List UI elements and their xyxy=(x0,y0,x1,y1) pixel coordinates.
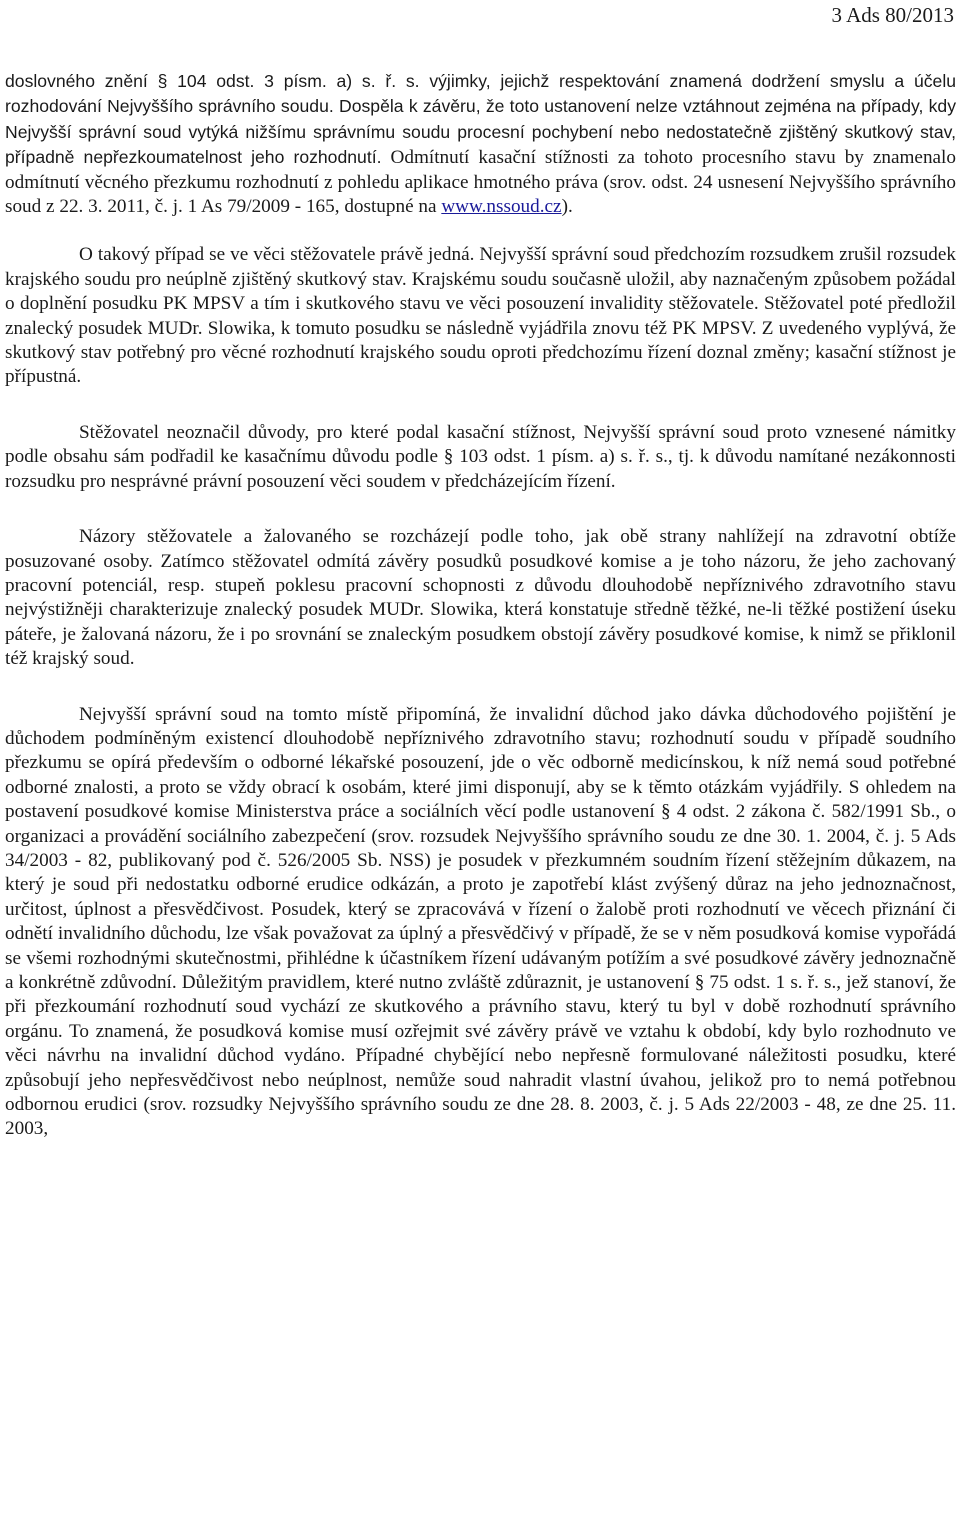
paragraph-1-sans-part: doslovného znění § 104 odst. 3 písm. a) s. ř. s. výjimky, jejichž respektování znamená dodržení smyslu a účelu rozhodování Nejvyššího správního soudu. Dospěla k závěru, že toto ustanovení nelze vztáhnout zejména na případy, kdy Nejvyšší správní soud vytýká nižšímu správnímu soudu procesní pochybení nebo nedostatečně zjištěný skutkový stav, případně nepřezkoumatelnost jeho rozhodnutí. xyxy=(5,71,957,168)
paragraph-2: O takový případ se ve věci stěžovatele právě jedná. Nejvyšší správní soud předchozím rozsudkem zrušil rozsudek krajského soudu pro neúplně zjištěný skutkový stav. Krajskému soudu současně uložil, aby naznačeným způsobem požádal o doplnění posudku PK MPSV a tím i skutkového stavu ve věci posouzení invalidity stěžovatele. Stěžovatel poté předložil znalecký posudek MUDr. Slowika, k tomuto posudku se následně vyjádřila znovu též PK MPSV. Z uvedeného vyplývá, že skutkový stav potřebný pro věcné rozhodnutí krajského soudu oproti předchozímu řízení doznal změny; kasační stížnost je přípustná. xyxy=(5,244,956,388)
spacer xyxy=(5,219,956,243)
case-number: 3 Ads 80/2013 xyxy=(831,3,954,27)
section-sign: § xyxy=(157,71,168,91)
section-sign: § xyxy=(660,801,671,823)
nssoud-link[interactable]: www.nssoud.cz xyxy=(441,196,562,218)
document-body xyxy=(5,69,956,1142)
section-sign: § xyxy=(443,446,454,468)
paragraph-5: Nejvyšší správní soud na tomto místě připomíná, že invalidní důchod jako dávka důchodového pojištění je důchodem podmíněným existencí dlouhodobě nepříznivého zdravotního stavu; rozhodnutí soudu v případě soudního přezkumu se opírá především o odborné lékařské posouzení, jde o věc odborně medicínskou, k níž nemá soud potřebné odborné znalosti, a proto se vždy obrací k osobám, které jimi disponují, aby se k těmto otázkám vyjádřily. S ohledem na postavení posudkové komise Ministerstva práce a sociálních věcí podle ustanovení § 4 odst. 2 zákona č. 582/1991 Sb., o organizaci a provádění sociálního zabezpečení (srov. rozsudek Nejvyššího správního soudu ze dne 30. 1. 2004, č. j. 5 Ads 34/2003 - 82, publikovaný pod č. 526/2005 Sb. NSS) je posudek v přezkumném soudním řízení stěžejním důkazem, na který je soud při nedostatku odborné erudice odkázán, a proto je zapotřebí klást zvýšený důraz na jeho jednoznačnost, určitost, úplnost a přesvědčivost. Posudek, který se zpracovává v řízení o žalobě proti rozhodnutí ve věcech přiznání či odnětí invalidního důchodu, lze však považovat za úplný a přesvědčivý v případě, že se v něm posudková komise vypořádá se všemi rozhodnými skutečnostmi, přihlédne k účastníkem řízení udávaným potížím a své posudkové závěry jednoznačně a konkrétně zdůvodní. Důležitým pravidlem, které nutno zvláště zdůraznit, je ustanovení § 75 odst. 1 s. ř. s., jež stanoví, že při přezkoumání rozhodnutí soud vychází ze skutkového a právního stavu, který tu byl v době rozhodnutí správního orgánu. To znamená, že posudková komise musí ozřejmit své závěry právě ve vztahu k období, kdy bylo rozhodnuto ve věci návrhu na invalidní důchod vydáno. Případné chybějící nebo nepřesně formulované náležitosti posudku, které způsobují jeho nepřesvědčivost nebo neúplnost, nemůže soud nahradit vlastní úvahou, jelikož pro to nemá potřebnou odbornou erudici (srov. rozsudky Nejvyššího správního soudu ze dne 28. 8. 2003, č. j. 5 Ads 22/2003 - 48, ze dne 25. 11. 2003, xyxy=(5,703,956,1140)
paragraph-1: doslovného znění § 104 odst. 3 písm. a) s. ř. s. výjimky, jejichž respektování znamená dodržení smyslu a účelu rozhodování Nejvyššího správního soudu. Dospěla k závěru, že toto ustanovení nelze vztáhnout zejména na případy, kdy Nejvyšší správní soud vytýká nižšímu správnímu soudu procesní pochybení nebo nedostatečně zjištěný skutkový stav, případně nepřezkoumatelnost jeho rozhodnutí. Odmítnutí kasační stížnosti za tohoto procesního stavu by znamenalo odmítnutí věcného přezkumu rozhodnutí z pohledu aplikace hmotného práva (srov. odst. 24 usnesení Nejvyššího správního soud z 22. 3. 2011, č. j. 1 As 79/2009 - 165, dostupné na www.nssoud.cz). xyxy=(5,71,957,218)
spacer xyxy=(5,390,956,421)
spacer xyxy=(5,494,956,525)
section-sign: § xyxy=(694,972,705,993)
spacer xyxy=(5,672,956,703)
paragraph-3: Stěžovatel neoznačil důvody, pro které podal kasační stížnost, Nejvyšší správní soud proto vznesené námitky podle obsahu sám podřadil ke kasačnímu důvodu podle § 103 odst. 1 písm. a) s. ř. s., tj. k důvodu namítané nezákonnosti rozsudku pro nesprávné právní posouzení věci soudem v předcházejícím řízení. xyxy=(5,421,956,492)
paragraph-4: Názory stěžovatele a žalovaného se rozcházejí podle toho, jak obě strany nahlížejí na zdravotní obtíže posuzované osoby. Zatímco stěžovatel odmítá závěry posudků posudkové komise a je toho názoru, že jeho zachovaný pracovní potenciál, resp. stupeň poklesu pracovní schopnosti z důvodu dlouhodobě nepříznivého zdravotního stavu nejvýstižněji charakterizuje znalecký posudek MUDr. Slowika, která konstatuje středně těžké, ne-li těžké postižení úseku páteře, je žalovaná názoru, že i po srovnání se znaleckým posudkem obstojí závěry posudkové komise, k nimž se přiklonil též krajský soud. xyxy=(5,526,956,670)
